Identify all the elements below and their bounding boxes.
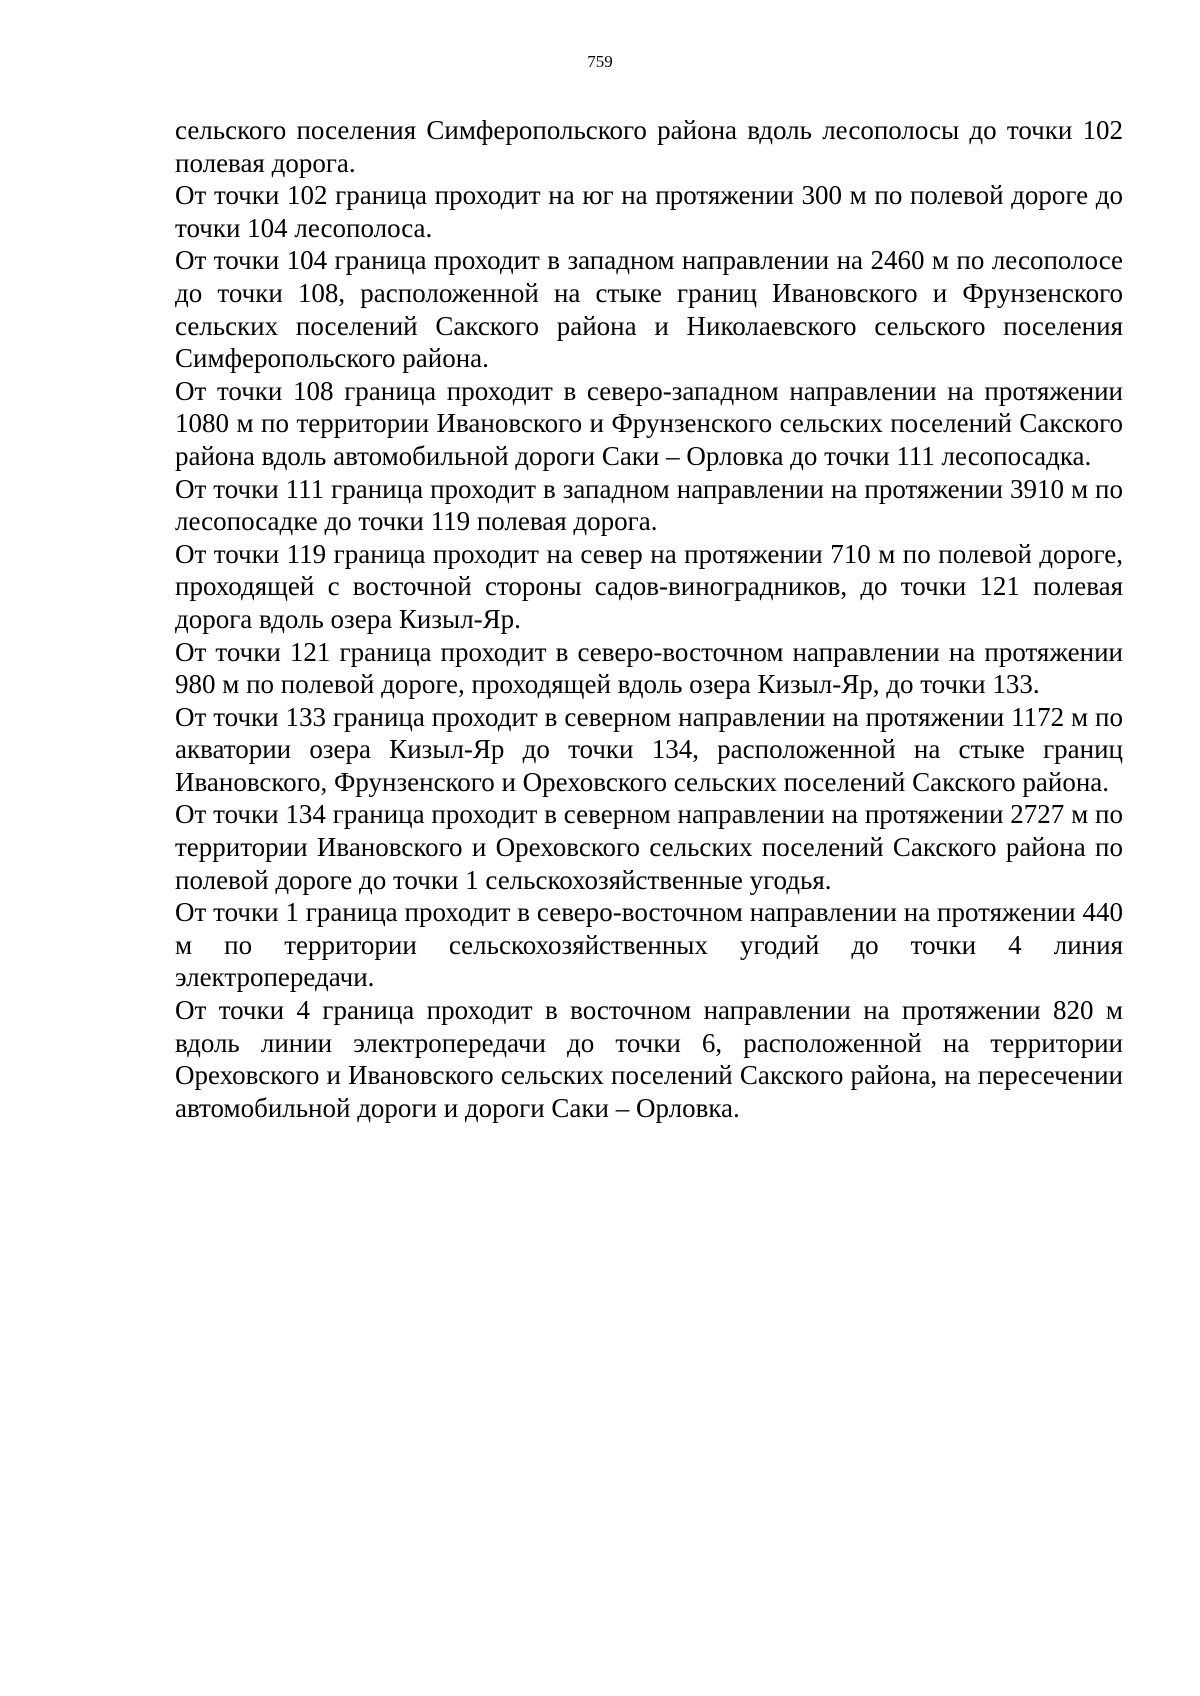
paragraph-point-133: От точки 133 граница проходит в северном направлении на протяжении 1172 м по акватории озера Кизыл-Яр до точки 134, расположенной на стыке границ Ивановского, Фрунзенского и Ореховского сельских поселений Сакского района. (175, 701, 1123, 797)
paragraph-point-121: От точки 121 граница проходит в северо-восточном направлении на протяжении 980 м по полевой дороге, проходящей вдоль озера Кизыл-Яр, до точки 133. (175, 636, 1123, 700)
paragraph-point-111: От точки 111 граница проходит в западном направлении на протяжении 3910 м по лесопосадке до точки 119 полевая дорога. (175, 473, 1123, 537)
paragraph-point-102: От точки 102 граница проходит на юг на протяжении 300 м по полевой дороге до точки 104 лесополоса. (175, 180, 1123, 243)
paragraph-point-104: От точки 104 граница проходит в западном направлении на 2460 м по лесополосе до точки 108, расположенной на стыке границ Ивановского и Фрунзенского сельских поселений Сакского района и Николаевского сельского поселения Симферопольского района. (175, 245, 1123, 374)
paragraph-point-134: От точки 134 граница проходит в северном направлении на протяжении 2727 м по территории Ивановского и Ореховского сельских поселений Сакского района по полевой дороге до точки 1 сельскохозяйственные угодья. (175, 799, 1123, 895)
page-number: 759 (587, 52, 613, 71)
paragraph-point-4: От точки 4 граница проходит в восточном направлении на протяжении 820 м вдоль линии электропередачи до точки 6, расположенной на территории Ореховского и Ивановского сельских поселений Сакского района, на пересечении автомобильной дороги и дороги Саки – Орловка. (175, 995, 1123, 1123)
paragraph-point-1: От точки 1 граница проходит в северо-восточном направлении на протяжении 440 м по территории сельскохозяйственных угодий до точки 4 линия электропередачи. (175, 897, 1123, 993)
paragraph-point-119: От точки 119 граница проходит на север на протяжении 710 м по полевой дороге, проходящей с восточной стороны садов-виноградников, до точки 121 полевая дорога вдоль озера Кизыл-Яр. (175, 538, 1123, 634)
document-body (175, 114, 1123, 1124)
paragraph-continuation: сельского поселения Симферопольского района вдоль лесополосы до точки 102 полевая дорога. (175, 115, 1123, 178)
paragraph-point-108: От точки 108 граница проходит в северо-западном направлении на протяжении 1080 м по территории Ивановского и Фрунзенского сельских поселений Сакского района вдоль автомобильной дороги Саки – Орловка до точки 111 лесопосадка. (175, 375, 1123, 471)
